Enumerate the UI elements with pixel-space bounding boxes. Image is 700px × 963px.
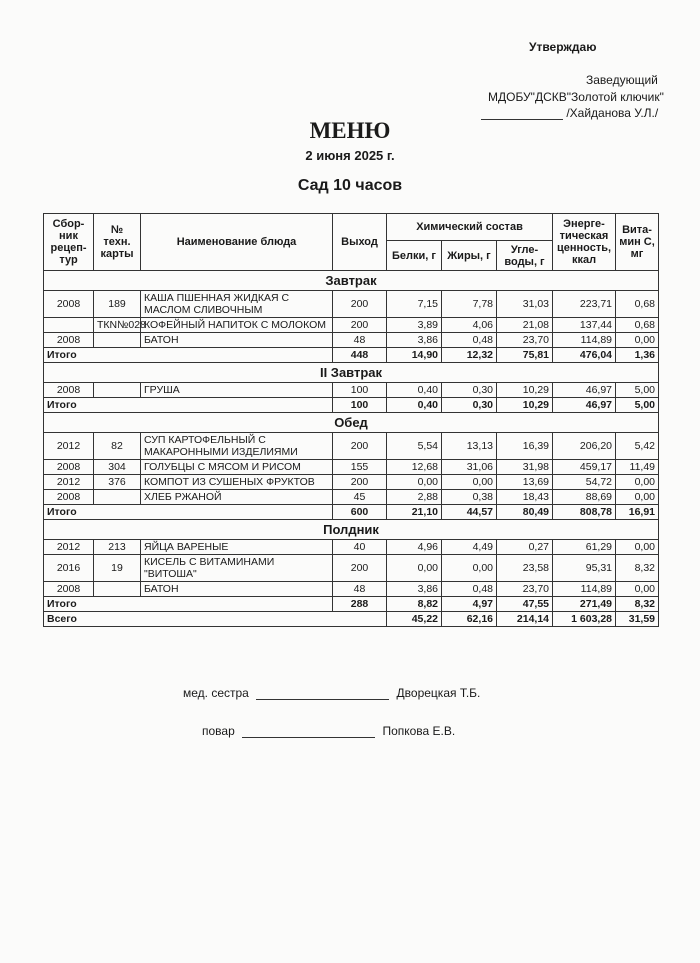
total-vitc: 16,91	[616, 505, 659, 520]
vitc-cell: 5,00	[616, 383, 659, 398]
protein-cell: 7,15	[387, 291, 442, 318]
fat-cell: 0,30	[442, 383, 497, 398]
yield-cell: 40	[333, 540, 387, 555]
grand-total-carbs: 214,14	[497, 612, 553, 627]
table-row	[44, 555, 659, 582]
section-title: II Завтрак	[44, 363, 659, 383]
card-cell: 304	[94, 460, 141, 475]
grand-total-label: Всего	[44, 612, 387, 627]
total-protein: 14,90	[387, 348, 442, 363]
table-row	[44, 333, 659, 348]
total-vitc: 1,36	[616, 348, 659, 363]
org-label: МДОБУ"ДСКВ"Золотой ключик"	[488, 90, 664, 104]
collection-cell: 2008	[44, 490, 94, 505]
section-header	[44, 363, 659, 383]
section-title: Обед	[44, 413, 659, 433]
protein-cell: 3,89	[387, 318, 442, 333]
card-cell: ТКN№028	[94, 318, 141, 333]
collection-cell: 2012	[44, 433, 94, 460]
table-row	[44, 540, 659, 555]
total-energy: 271,49	[553, 597, 616, 612]
page-title: МЕНЮ	[309, 118, 391, 143]
total-label: Итого	[44, 597, 333, 612]
total-protein: 21,10	[387, 505, 442, 520]
fat-cell: 13,13	[442, 433, 497, 460]
protein-cell: 3,86	[387, 582, 442, 597]
carbs-cell: 13,69	[497, 475, 553, 490]
carbs-cell: 16,39	[497, 433, 553, 460]
menu-date: 2 июня 2025 г.	[305, 148, 395, 163]
dish-name-cell: ГРУША	[141, 383, 333, 398]
vitc-cell: 0,68	[616, 318, 659, 333]
header-fat: Жиры, г	[442, 241, 497, 271]
total-fat: 44,57	[442, 505, 497, 520]
vitc-cell: 0,00	[616, 540, 659, 555]
total-row	[44, 348, 659, 363]
protein-cell: 12,68	[387, 460, 442, 475]
vitc-cell: 0,00	[616, 475, 659, 490]
dish-name-cell: СУП КАРТОФЕЛЬНЫЙ С МАКАРОННЫМИ ИЗДЕЛИЯМИ	[141, 433, 333, 460]
yield-cell: 48	[333, 333, 387, 348]
grand-total-protein: 45,22	[387, 612, 442, 627]
energy-cell: 114,89	[553, 582, 616, 597]
grand-total-energy: 1 603,28	[553, 612, 616, 627]
carbs-cell: 31,98	[497, 460, 553, 475]
card-cell: 82	[94, 433, 141, 460]
header-vitc: Вита-мин С, мг	[616, 214, 659, 271]
energy-cell: 223,71	[553, 291, 616, 318]
total-row	[44, 505, 659, 520]
carbs-cell: 10,29	[497, 383, 553, 398]
vitc-cell: 0,00	[616, 490, 659, 505]
menu-subtitle: Сад 10 часов	[297, 177, 403, 194]
card-cell: 189	[94, 291, 141, 318]
collection-cell: 2016	[44, 555, 94, 582]
cook-signature	[202, 724, 455, 738]
header-protein: Белки, г	[387, 241, 442, 271]
total-label: Итого	[44, 505, 333, 520]
energy-cell: 54,72	[553, 475, 616, 490]
energy-cell: 46,97	[553, 383, 616, 398]
dish-name-cell: ЯЙЦА ВАРЕНЫЕ	[141, 540, 333, 555]
energy-cell: 206,20	[553, 433, 616, 460]
fat-cell: 4,06	[442, 318, 497, 333]
dish-name-cell: БАТОН	[141, 333, 333, 348]
dish-name-cell: КОМПОТ ИЗ СУШЕНЫХ ФРУКТОВ	[141, 475, 333, 490]
position-label: Заведующий	[586, 73, 658, 87]
cook-signature-line	[242, 737, 375, 738]
card-cell: 213	[94, 540, 141, 555]
card-cell	[94, 582, 141, 597]
dish-name-cell: КАША ПШЕННАЯ ЖИДКАЯ С МАСЛОМ СЛИВОЧНЫМ	[141, 291, 333, 318]
fat-cell: 0,48	[442, 333, 497, 348]
carbs-cell: 23,58	[497, 555, 553, 582]
energy-cell: 61,29	[553, 540, 616, 555]
header-carbs: Угле-воды, г	[497, 241, 553, 271]
collection-cell: 2008	[44, 460, 94, 475]
energy-cell: 459,17	[553, 460, 616, 475]
cook-name: Попкова Е.В.	[382, 724, 456, 738]
vitc-cell: 0,00	[616, 582, 659, 597]
vitc-cell: 0,00	[616, 333, 659, 348]
header-energy: Энерге-тическая ценность, ккал	[553, 214, 616, 271]
card-cell	[94, 333, 141, 348]
yield-cell: 45	[333, 490, 387, 505]
total-carbs: 47,55	[497, 597, 553, 612]
fat-cell: 0,00	[442, 475, 497, 490]
table-row	[44, 460, 659, 475]
total-carbs: 10,29	[497, 398, 553, 413]
total-protein: 8,82	[387, 597, 442, 612]
carbs-cell: 23,70	[497, 333, 553, 348]
protein-cell: 4,96	[387, 540, 442, 555]
nurse-name: Дворецкая Т.Б.	[396, 686, 481, 700]
yield-cell: 155	[333, 460, 387, 475]
vitc-cell: 0,68	[616, 291, 659, 318]
yield-cell: 200	[333, 291, 387, 318]
table-row	[44, 291, 659, 318]
protein-cell: 0,00	[387, 475, 442, 490]
header-collection: Сбор-ник рецеп-тур	[44, 214, 94, 271]
yield-cell: 200	[333, 555, 387, 582]
fat-cell: 7,78	[442, 291, 497, 318]
total-row	[44, 597, 659, 612]
yield-cell: 200	[333, 475, 387, 490]
total-energy: 46,97	[553, 398, 616, 413]
protein-cell: 2,88	[387, 490, 442, 505]
carbs-cell: 18,43	[497, 490, 553, 505]
total-vitc: 5,00	[616, 398, 659, 413]
cook-label: повар	[202, 724, 235, 738]
nurse-signature	[183, 686, 480, 700]
approve-label: Утверждаю	[529, 40, 597, 54]
card-cell: 19	[94, 555, 141, 582]
grand-total-vitc: 31,59	[616, 612, 659, 627]
total-protein: 0,40	[387, 398, 442, 413]
menu-table-body	[44, 271, 659, 627]
total-energy: 808,78	[553, 505, 616, 520]
total-row	[44, 398, 659, 413]
fat-cell: 0,00	[442, 555, 497, 582]
header-yield: Выход	[333, 214, 387, 271]
dish-name-cell: БАТОН	[141, 582, 333, 597]
dish-name-cell: КИСЕЛЬ С ВИТАМИНАМИ "ВИТОША"	[141, 555, 333, 582]
dish-name-cell: ГОЛУБЦЫ С МЯСОМ И РИСОМ	[141, 460, 333, 475]
fat-cell: 4,49	[442, 540, 497, 555]
vitc-cell: 5,42	[616, 433, 659, 460]
menu-table	[43, 213, 659, 627]
carbs-cell: 31,03	[497, 291, 553, 318]
header-name: Наименование блюда	[141, 214, 333, 271]
protein-cell: 3,86	[387, 333, 442, 348]
energy-cell: 137,44	[553, 318, 616, 333]
section-header	[44, 520, 659, 540]
total-yield: 448	[333, 348, 387, 363]
header-card: № техн. карты	[94, 214, 141, 271]
collection-cell: 2008	[44, 333, 94, 348]
grand-total-fat: 62,16	[442, 612, 497, 627]
total-fat: 12,32	[442, 348, 497, 363]
total-carbs: 75,81	[497, 348, 553, 363]
nurse-label: мед. сестра	[183, 686, 249, 700]
total-fat: 4,97	[442, 597, 497, 612]
total-yield: 288	[333, 597, 387, 612]
total-yield: 600	[333, 505, 387, 520]
table-row	[44, 383, 659, 398]
grand-total-row	[44, 612, 659, 627]
total-energy: 476,04	[553, 348, 616, 363]
yield-cell: 200	[333, 318, 387, 333]
total-yield: 100	[333, 398, 387, 413]
section-header	[44, 413, 659, 433]
protein-cell: 5,54	[387, 433, 442, 460]
total-vitc: 8,32	[616, 597, 659, 612]
yield-cell: 100	[333, 383, 387, 398]
energy-cell: 88,69	[553, 490, 616, 505]
energy-cell: 95,31	[553, 555, 616, 582]
nurse-signature-line	[256, 699, 389, 700]
card-cell: 376	[94, 475, 141, 490]
vitc-cell: 11,49	[616, 460, 659, 475]
table-row	[44, 490, 659, 505]
total-label: Итого	[44, 348, 333, 363]
collection-cell: 2012	[44, 540, 94, 555]
table-row	[44, 433, 659, 460]
fat-cell: 31,06	[442, 460, 497, 475]
table-row	[44, 582, 659, 597]
carbs-cell: 21,08	[497, 318, 553, 333]
collection-cell: 2012	[44, 475, 94, 490]
total-carbs: 80,49	[497, 505, 553, 520]
card-cell	[94, 383, 141, 398]
total-label: Итого	[44, 398, 333, 413]
table-row	[44, 318, 659, 333]
energy-cell: 114,89	[553, 333, 616, 348]
vitc-cell: 8,32	[616, 555, 659, 582]
fat-cell: 0,38	[442, 490, 497, 505]
carbs-cell: 23,70	[497, 582, 553, 597]
collection-cell	[44, 318, 94, 333]
carbs-cell: 0,27	[497, 540, 553, 555]
director-name: /Хайданова У.Л./	[566, 106, 659, 120]
collection-cell: 2008	[44, 383, 94, 398]
section-header	[44, 271, 659, 291]
card-cell	[94, 490, 141, 505]
section-title: Полдник	[44, 520, 659, 540]
collection-cell: 2008	[44, 582, 94, 597]
table-row	[44, 475, 659, 490]
collection-cell: 2008	[44, 291, 94, 318]
protein-cell: 0,40	[387, 383, 442, 398]
header-chem: Химический состав	[387, 214, 553, 241]
total-fat: 0,30	[442, 398, 497, 413]
yield-cell: 200	[333, 433, 387, 460]
dish-name-cell: ХЛЕБ РЖАНОЙ	[141, 490, 333, 505]
yield-cell: 48	[333, 582, 387, 597]
dish-name-cell: КОФЕЙНЫЙ НАПИТОК С МОЛОКОМ	[141, 318, 333, 333]
protein-cell: 0,00	[387, 555, 442, 582]
fat-cell: 0,48	[442, 582, 497, 597]
section-title: Завтрак	[44, 271, 659, 291]
